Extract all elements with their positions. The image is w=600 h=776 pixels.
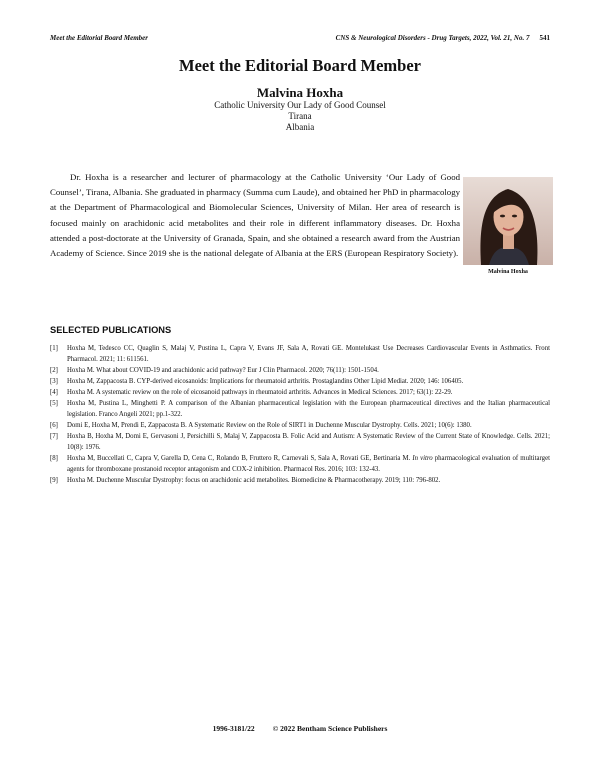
citation-text: Hoxha M. What about COVID-19 and arachidonic acid pathway? Eur J Clin Pharmacol. 2020; 76(11): 1501-1504. <box>67 367 379 374</box>
citation-number: [1] <box>50 345 58 352</box>
citation-text-end: pharmacological evaluation of multitarget agents for thromboxane prostanoid receptor antagonism and COX-2 inhibition. Pharmacol Res. 2016; 103: 132-43. <box>67 455 550 473</box>
publication-item <box>50 420 550 431</box>
publication-item <box>50 365 550 376</box>
citation-text: Hoxha M. A systematic review on the role of eicosanoid pathways in rheumatoid arthritis. Advances in Medical Sciences. 2017; 63(1): 22-29. <box>67 389 453 396</box>
section-heading-publications: SELECTED PUBLICATIONS <box>50 325 172 335</box>
biography-paragraph: Dr. Hoxha is a researcher and lecturer of pharmacology at the Catholic University ‘Our Lady of Good Counsel’, Tirana, Albania. She graduated in pharmacy (Summa cum Laude), and obtained her PhD in pharmacology at the Department of Pharmacological and Biomolecular Sciences, University of Milan. Her area of research is focused mainly on arachidonic acid metabolites and their role in different inflammatory diseases. Dr. Hoxha attended a post-doctorate at the University of Granada, Spain, and she obtained a research award from the Austrian Academy of Science. Since 2019 she is the national delegate of Albania at the ERS (European Respiratory Society). <box>50 172 460 259</box>
citation-number: [5] <box>50 400 58 407</box>
page-footer <box>0 724 600 733</box>
running-header-right <box>336 34 550 42</box>
citation-number: [4] <box>50 389 58 396</box>
citation-number: [7] <box>50 433 58 440</box>
photo-caption: Malvina Hoxha <box>488 269 528 275</box>
publication-item <box>50 475 550 486</box>
citation-number: [2] <box>50 367 58 374</box>
citation-text: Hoxha M, Tedesco CC, Quaglin S, Malaj V, Pustina L, Capra V, Evans JF, Sala A, Rovati GE. Montelukast Use Decreases Cardiovascular Events in Asthmatics. Front Pharmacol. 2021; 11: 611561. <box>67 345 550 363</box>
citation-text: Hoxha M, Zappacosta B. CYP-derived eicosanoids: Implications for rheumatoid arthritis. Prostaglandins Other Lipid Mediat. 2020; 146: 106405. <box>67 378 464 385</box>
citation-text-start: Hoxha M, Buccellati C, Capra V, Garella D, Cena C, Rolando B, Fruttero R, Carnevali S, Sala A, Rovati GE, Bertinaria M. <box>67 455 413 462</box>
publication-item <box>50 376 550 387</box>
publication-item <box>50 431 550 453</box>
citation-number: [3] <box>50 378 58 385</box>
affiliation-institution: Catholic University Our Lady of Good Counsel <box>214 100 386 110</box>
citation-text: Domi E, Hoxha M, Prendi E, Zappacosta B. A Systematic Review on the Role of SIRT1 in Duchenne Muscular Dystrophy. Cells. 2021; 10(6): 1380. <box>67 422 472 429</box>
author-photo <box>463 177 553 265</box>
publication-item <box>50 398 550 420</box>
citation-number: [6] <box>50 422 58 429</box>
journal-citation: CNS & Neurological Disorders - Drug Targets, 2022, Vol. 21, No. 7 <box>335 34 530 42</box>
running-header-left: Meet the Editorial Board Member <box>50 34 148 42</box>
page-number: 541 <box>539 34 550 42</box>
citation-text: Hoxha B, Hoxha M, Domi E, Gervasoni J, Persichilli S, Malaj V, Zappacosta B. Folic Acid and Autism: A Systematic Review of the Current State of Knowledge. Cells. 2021; 10(8): 1976. <box>67 433 550 451</box>
portrait-image <box>463 177 553 265</box>
publication-item <box>50 387 550 398</box>
publication-item <box>50 453 550 475</box>
citation-number: [9] <box>50 477 58 484</box>
citation-text: Hoxha M, Pustina L, Minghetti P. A comparison of the Albanian pharmaceutical legislation with the European pharmaceutical directives and the Italian pharmaceutical legislation. Franco Angeli 2021; pp.1-322. <box>67 400 550 418</box>
footer-issn: 1996-3181/22 <box>212 724 255 733</box>
affiliation-city: Tirana <box>288 111 312 121</box>
citation-text: Hoxha M. Duchenne Muscular Dystrophy: focus on arachidonic acid metabolites. Biomedicine & Pharmacotherapy. 2019; 110: 796-802. <box>67 477 441 484</box>
citation-italic-term: In vitro <box>412 455 433 462</box>
author-name: Malvina Hoxha <box>256 85 344 100</box>
page-title: Meet the Editorial Board Member <box>179 56 421 75</box>
publication-item <box>50 343 550 365</box>
citation-number: [8] <box>50 455 58 462</box>
publication-list <box>50 343 550 486</box>
affiliation-country: Albania <box>285 122 315 132</box>
footer-copyright: © 2022 Bentham Science Publishers <box>272 724 388 733</box>
